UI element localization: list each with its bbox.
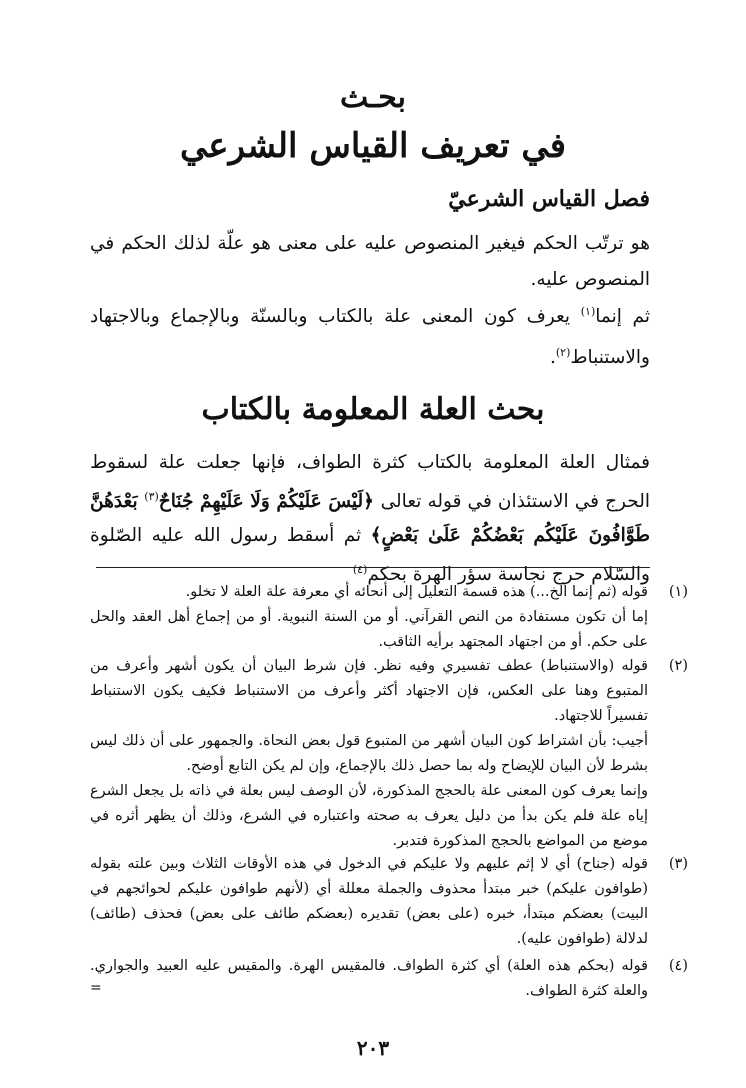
paragraph-sources [90,294,650,376]
footnote-divider [96,567,650,568]
text-run: ثم إنما [595,306,650,328]
footnote-text: قوله (بحكم هذه العلة) أي كثرة الطواف. فالمقيس الهرة. والمقيس عليه العبيد والجواري. والعلة كثرة الطواف. [90,958,648,999]
footnote-text: إما أن تكون مستفادة من النص القرآني. أو من السنة النبوية. أو من إجماع أهل العقد والحل على حكم. أو من اجتهاد المجتهد برأيه الثاقب. [90,609,648,650]
footnote [90,954,688,1004]
footnote [90,654,688,854]
text-run: . [549,347,556,369]
paragraph-example [90,446,650,592]
footnote-text: قوله (والاستنباط) عطف تفسيري وفيه نظر. فإن شرط البيان أن يكون أشهر وأعرف من المتبوع وهنا على العكس، فإن الاجتهاد أكثر وأعرف من الاستنباط فكيف يكون الاستنباط تفسيراً للاجتهاد. [90,658,648,724]
footnote-ref: (٤) [352,563,368,577]
footnote-number: (٢) [668,658,688,674]
page-number: ٢٠٣ [356,1036,390,1060]
footnote-text: قوله (جناح) أي لا إثم عليهم ولا عليكم في الدخول في هذه الأوقات الثلاث وبين علته بقوله (طوافون عليكم) خبر مبتدأ محذوف والجملة معللة أي (لأنهم طوافون عليكم لحوائجهم في البيت) بعضكم مبتدأ، خبره (على بعض) تقديره (بعضكم طائف على بعض) فحذف (طائف) لدلالة (طوافون عليه). [90,856,648,947]
subsection-heading: بحث العلة المعلومة بالكتاب [201,392,545,427]
footnote-number: (٤) [668,958,688,974]
footnote-text: وإنما يعرف كون المعنى علة بالحجج المذكورة، لأن الوصف ليس بعلة في ذاته بل يجعل الشرع إياه علة فلم يكن بدأ من دليل يعرف به صحته واعتباره في الشرع، وذلك أن يظهر أثره في موضع من المواضع بالحجج المذكورة فتدبر. [90,783,648,849]
footnote-text: قوله (ثم إنما الخ...) هذه قسمة التعليل إلى أنحائه أي معرفة علة العلة لا تخلو. [185,584,648,600]
footnote [90,580,688,655]
footnote-number: (١) [668,584,688,600]
footnote-ref: (١) [580,305,596,318]
chapter-heading: فصل القياس الشرعيّ [448,186,650,212]
footnote-text: أجيب: بأن اشتراط كون البيان أشهر من المتبوع قول بعض النحاة. والجمهور على أن ذلك ليس بشرط لأن البيان للإيضاح وله بما حصل ذلك بالإجماع، وإن لم يكن التابع أوضح. [90,733,648,774]
footnote [90,852,688,952]
page-title: في تعريف القياس الشرعي [179,126,567,166]
footnote-number: (٣) [668,856,688,872]
footnote-ref: (٣) [144,490,159,503]
quran-verse: بَعْدَهُنَّ طَوَّافُونَ عَلَيْكُم بَعْضُكُمْ عَلَىٰ بَعْضٍ﴾ [90,491,650,547]
text-run: فمثال العلة المعلومة بالكتاب كثرة الطواف، فإنها جعلت علة لسقوط الحرج في الاستئذان في قوله تعالى [90,452,650,513]
quran-verse: ﴿لَيْسَ عَلَيْكُمْ وَلَا عَلَيْهِمْ جُنَاحٌ [158,491,381,513]
footnote-ref: (٢) [555,346,571,360]
continuation-mark: = [90,980,102,996]
paragraph-definition: هو ترتّب الحكم فيغير المنصوص عليه على معنى هو علّة لذلك الحكم في المنصوص عليه. [90,233,650,290]
text-run: ثم أسقط رسول الله عليه الصّلوة والسّلام حرج نجاسة سؤر الهرة بحكم [90,525,650,586]
section-heading: بحـث [340,80,406,115]
text-run: يعرف كون المعنى علة بالكتاب وبالسنّة وبالإجماع وبالاجتهاد والاستنباط [90,306,650,369]
